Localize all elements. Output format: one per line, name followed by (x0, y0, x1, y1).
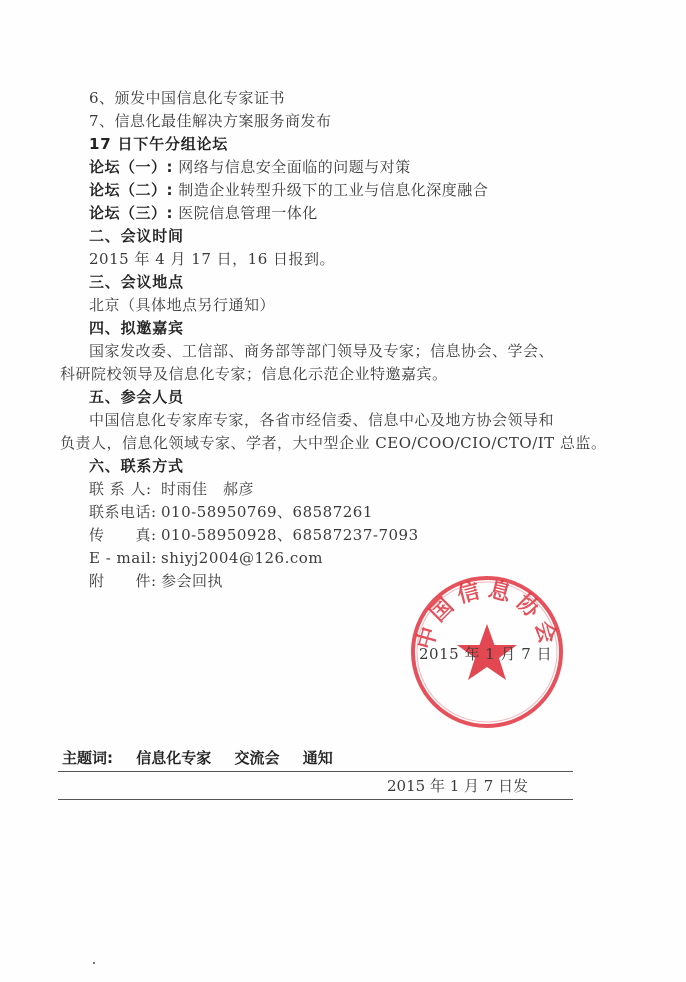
footer-rule-top (58, 771, 573, 772)
forum-2 (89, 180, 488, 200)
keyword-3: 通知 (302, 749, 333, 767)
scan-speck (93, 962, 95, 964)
forum-1 (89, 157, 411, 177)
contact-email-value: shiyj2004@126.com (161, 549, 324, 567)
section-place-body: 北京（具体地点另行通知） (89, 296, 276, 314)
contact-attachment-value: 参会回执 (161, 572, 224, 590)
keyword-2: 交流会 (234, 749, 280, 767)
afternoon-forum-heading: 17 日下午分组论坛 (89, 135, 229, 153)
contact-row-fax (89, 525, 419, 545)
forum-3 (89, 203, 318, 223)
contact-row-email (89, 548, 323, 568)
forum-2-label: 论坛（二）: (89, 181, 173, 199)
seal-text: 中国信息协会 (411, 576, 563, 653)
keywords-label: 主题词: (62, 749, 113, 767)
issue-date: 2015 年 1 月 7 日发 (387, 777, 529, 795)
keywords-line (62, 748, 351, 768)
stamp-date: 2015 年 1 月 7 日 (419, 645, 553, 663)
section-attendees-heading: 五、参会人员 (89, 388, 184, 406)
section-guests-heading: 四、拟邀嘉宾 (89, 319, 184, 337)
section-attendees-line2: 负责人，信息化领域专家、学者，大中型企业 CEO/COO/CIO/CTO/IT 总监。 (60, 434, 607, 452)
forum-2-title: 制造企业转型升级下的工业与信息化深度融合 (178, 181, 489, 199)
contact-row-attachment (89, 571, 223, 591)
contact-fax-value: 010-58950928、68587237-7093 (161, 526, 419, 544)
section-guests-line1: 国家发改委、工信部、商务部等部门领导及专家；信息协会、学会、 (89, 342, 555, 360)
forum-3-label: 论坛（三）: (89, 204, 173, 222)
contact-person-value: 时雨佳 郝彦 (161, 480, 255, 498)
footer-rule-bottom (58, 799, 573, 800)
contact-row-person (89, 479, 254, 499)
contact-person-key: 联 系 人: (89, 480, 152, 498)
forum-1-title: 网络与信息安全面临的问题与对策 (178, 158, 411, 176)
section-time-heading: 二、会议时间 (89, 227, 184, 245)
contact-phone-value: 010-58950769、68587261 (161, 503, 373, 521)
section-contact-heading: 六、联系方式 (89, 457, 184, 475)
contact-fax-key: 传 真: (89, 526, 157, 544)
section-time-body: 2015 年 4 月 17 日，16 日报到。 (89, 250, 336, 268)
list-item-7: 7、信息化最佳解决方案服务商发布 (89, 112, 332, 130)
contact-phone-key: 联系电话: (89, 503, 157, 521)
forum-1-label: 论坛（一）: (89, 158, 173, 176)
contact-attachment-key: 附 件: (89, 572, 157, 590)
section-attendees-line1: 中国信息化专家库专家，各省市经信委、信息中心及地方协会领导和 (89, 411, 555, 429)
section-place-heading: 三、会议地点 (89, 273, 184, 291)
forum-3-title: 医院信息管理一体化 (178, 204, 318, 222)
list-item-6: 6、颁发中国信息化专家证书 (89, 89, 286, 107)
section-guests-line2: 科研院校领导及信息化专家；信息化示范企业特邀嘉宾。 (60, 365, 448, 383)
contact-row-phone (89, 502, 373, 522)
keyword-1: 信息化专家 (136, 749, 212, 767)
contact-email-key: E - mail: (89, 549, 157, 567)
